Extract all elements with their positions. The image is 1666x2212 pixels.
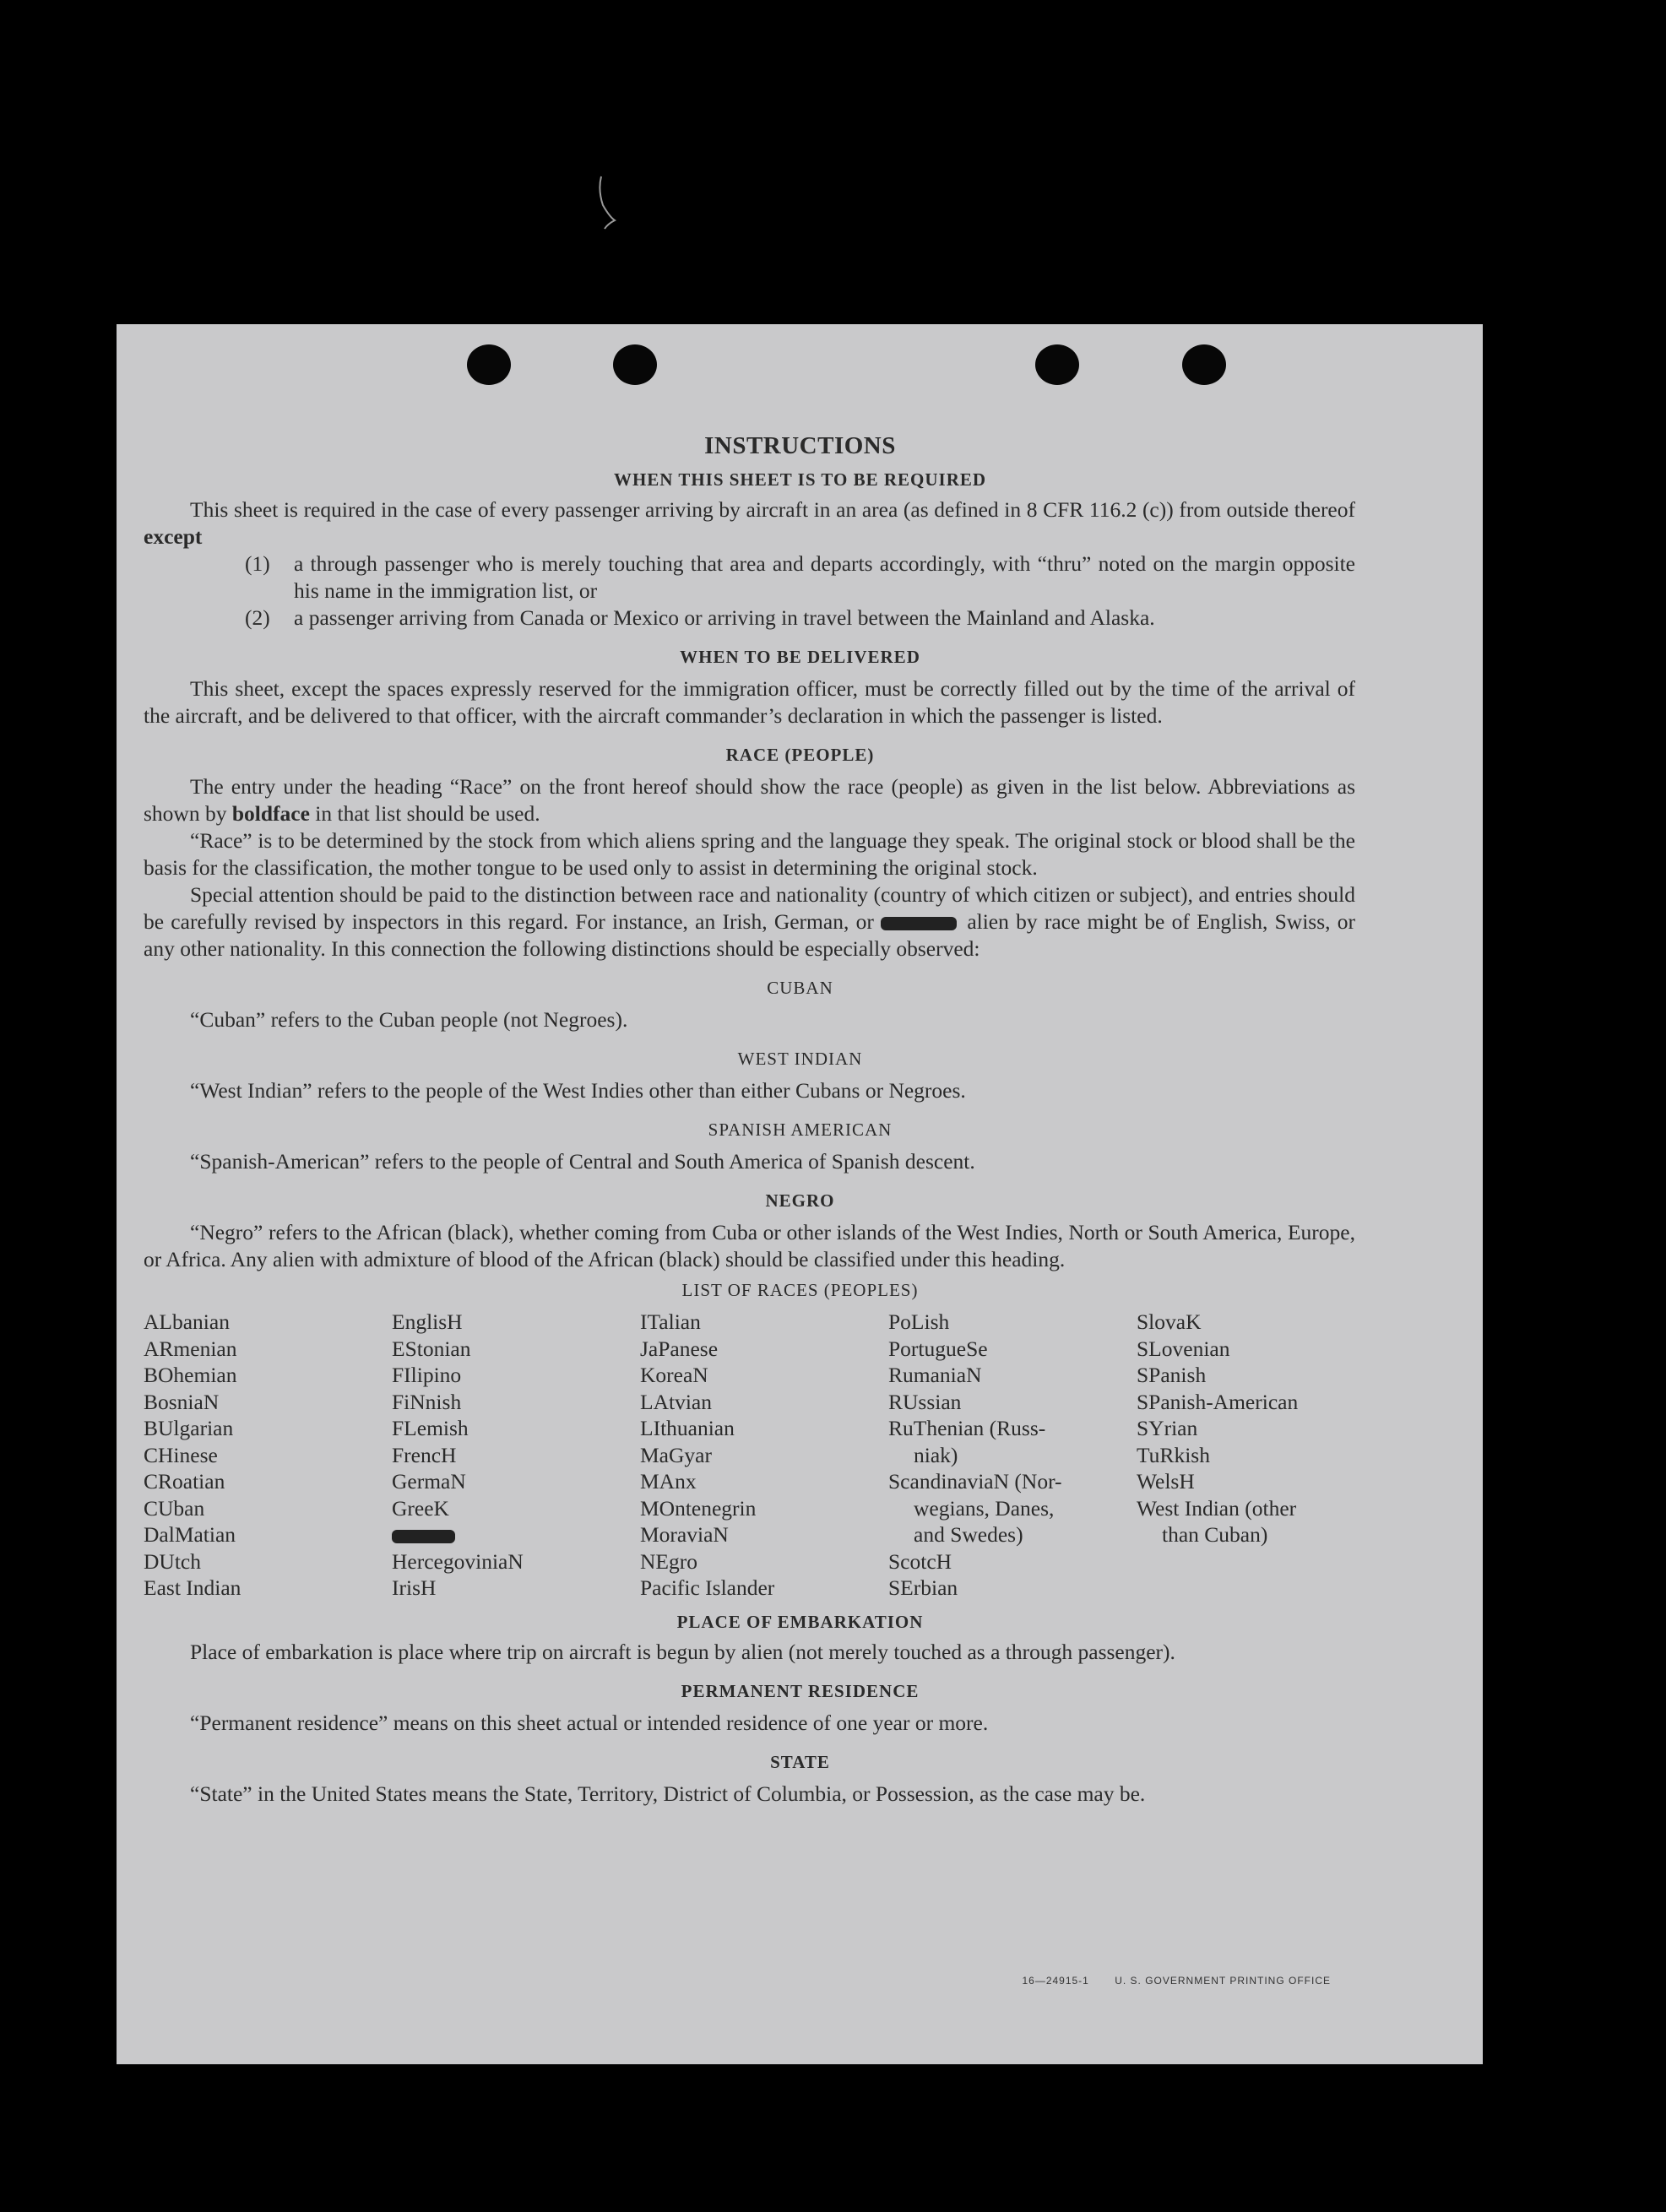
list-item: ITalian <box>640 1309 701 1334</box>
redaction-smudge <box>392 1530 455 1543</box>
list-item: ALbanian <box>144 1309 230 1334</box>
list-item: BosniaN <box>144 1389 220 1414</box>
list-item: PoLish <box>888 1309 950 1334</box>
section-heading-embarkation: PLACE OF EMBARKATION <box>676 1611 924 1632</box>
list-item: FiNnish <box>392 1389 462 1414</box>
form-number: 16—24915-1 <box>1022 1975 1089 1987</box>
list-item: EnglisH <box>392 1309 463 1334</box>
list-item: SErbian <box>888 1575 958 1600</box>
list-item: NEgro <box>640 1548 697 1574</box>
list-item: GermaN <box>392 1469 466 1494</box>
paragraph-west-indian: “West Indian” refers to the people of the West Indies other than either Cubans or Negroes. <box>190 1078 966 1103</box>
section-heading-permanent-residence: PERMANENT RESIDENCE <box>681 1680 920 1701</box>
list-item: RuThenian (Russ- <box>888 1416 1046 1440</box>
section-heading-when-required: WHEN THIS SHEET IS TO BE REQUIRED <box>613 469 987 490</box>
redaction-smudge <box>881 917 957 930</box>
paragraph-embarkation: Place of embarkation is place where trip on aircraft is begun by alien (not merely touched as a through passenger). <box>190 1639 1175 1664</box>
instruction-sheet <box>117 324 1483 2064</box>
list-item: BOhemian <box>144 1363 237 1387</box>
race-column <box>144 1309 392 1602</box>
list-item: EStonian <box>392 1336 471 1361</box>
list-item: ScandinaviaN (Nor- <box>888 1469 1062 1494</box>
paragraph-race-2: “Race” is to be determined by the stock from which aliens spring and the language they speak. The original stock or blood shall be the basis for the classification, the mother tongue to be used only to assist in determining the original stock. <box>144 828 1355 880</box>
list-item: WelsH <box>1137 1469 1195 1494</box>
race-list <box>144 1309 1355 1602</box>
list-item: GreeK <box>392 1495 449 1521</box>
list-item: FLemish <box>392 1416 469 1440</box>
list-item: TuRkish <box>1137 1442 1210 1467</box>
list-item: MOntenegrin <box>640 1495 757 1521</box>
section-heading-west-indian: WEST INDIAN <box>737 1049 863 1069</box>
paragraph-when-delivered: This sheet, except the spaces expressly reserved for the immigration officer, must be correctly filled out by the time of the arrival of the aircraft, and be delivered to that officer, with the aircraft commander’s declaration in which the passenger is listed. <box>144 676 1355 728</box>
footer-print-info <box>1000 1975 1331 1987</box>
race-column <box>640 1309 888 1602</box>
list-item: MoraviaN <box>640 1522 729 1547</box>
paragraph-negro: “Negro” refers to the African (black), whether coming from Cuba or other islands of the West Indies, North or South America, Europe, or Africa. Any alien with admixture of blood of the African (black) should be classified under this heading. <box>144 1220 1355 1271</box>
list-item: ScotcH <box>888 1548 952 1574</box>
section-heading-negro: NEGRO <box>765 1190 835 1211</box>
list-item: niak) <box>914 1442 958 1467</box>
list-item: CHinese <box>144 1442 218 1467</box>
paragraph-spanish-american: “Spanish-American” refers to the people of Central and South America of Spanish descent. <box>190 1149 975 1174</box>
section-heading-state: STATE <box>770 1751 830 1772</box>
list-item: DalMatian <box>144 1522 236 1547</box>
list-item: SPanish-American <box>1137 1389 1299 1414</box>
list-item: IrisH <box>392 1575 437 1600</box>
list-item: HercegoviniaN <box>392 1548 524 1574</box>
section-heading-when-delivered: WHEN TO BE DELIVERED <box>680 647 920 667</box>
section-heading-race: RACE (PEOPLE) <box>725 745 875 765</box>
list-item: JaPanese <box>640 1336 719 1361</box>
list-item: than Cuban) <box>1162 1522 1268 1547</box>
paragraph-permanent-residence: “Permanent residence” means on this sheet actual or intended residence of one year or more. <box>190 1710 989 1735</box>
punch-hole <box>1182 344 1226 385</box>
exception-item: (2) a passenger arriving from Canada or Mexico or arriving in travel between the Mainland and Alaska. <box>245 605 1155 630</box>
race-column <box>392 1309 640 1602</box>
list-item: LIthuanian <box>640 1416 735 1440</box>
section-heading-cuban: CUBAN <box>767 978 833 998</box>
list-item: MaGyar <box>640 1442 712 1467</box>
list-item: SPanish <box>1137 1363 1207 1387</box>
punch-hole <box>467 344 511 385</box>
paragraph-state: “State” in the United States means the State, Territory, District of Columbia, or Possession, as the case may be. <box>190 1781 1146 1806</box>
list-item: Pacific Islander <box>640 1575 775 1600</box>
list-item: SlovaK <box>1137 1309 1202 1334</box>
sheet-content <box>144 432 1355 1808</box>
list-item: and Swedes) <box>914 1522 1023 1547</box>
list-item: DUtch <box>144 1548 201 1574</box>
list-item: RumaniaN <box>888 1363 982 1387</box>
list-item: LAtvian <box>640 1389 712 1414</box>
punch-hole <box>613 344 657 385</box>
section-heading-list-of-races: LIST OF RACES (PEOPLES) <box>681 1280 919 1300</box>
paragraph-when-required: This sheet is required in the case of every passenger arriving by aircraft in an area (as defined in 8 CFR 116.2 (c)) from outside thereof except <box>144 497 1355 549</box>
list-item: FIlipino <box>392 1363 462 1387</box>
list-item: KoreaN <box>640 1363 708 1387</box>
paragraph-race-3: Special attention should be paid to the distinction between race and nationality (country of which citizen or subject), and entries should be carefully revised by inspectors in this regard. For instance, an Irish, German, or alien by race might be of English, Swiss, or any other nationality. In this connection the following distinctions should be especially observed: <box>144 882 1356 961</box>
list-item: CUban <box>144 1495 205 1521</box>
list-item: ARmenian <box>144 1336 237 1361</box>
paragraph-race-1: The entry under the heading “Race” on the front hereof should show the race (people) as given in the list below. Abbreviations as shown by boldface in that list should be used. <box>144 774 1355 826</box>
paragraph-cuban: “Cuban” refers to the Cuban people (not Negroes). <box>190 1007 628 1032</box>
list-item: MAnx <box>640 1469 697 1494</box>
stray-pencil-mark <box>591 173 616 241</box>
punch-hole <box>1035 344 1079 385</box>
list-item: BUlgarian <box>144 1416 234 1440</box>
list-item-redacted <box>392 1521 640 1548</box>
list-item: East Indian <box>144 1575 241 1600</box>
list-item: wegians, Danes, <box>914 1495 1055 1521</box>
list-item: CRoatian <box>144 1469 225 1494</box>
race-column <box>888 1309 1137 1602</box>
printer-imprint: U. S. GOVERNMENT PRINTING OFFICE <box>1115 1975 1331 1987</box>
list-item: West Indian (other <box>1137 1495 1297 1521</box>
list-item: FrencH <box>392 1442 457 1467</box>
list-item: RUssian <box>888 1389 962 1414</box>
list-item: SYrian <box>1137 1416 1198 1440</box>
page-title: INSTRUCTIONS <box>704 432 896 459</box>
section-heading-spanish-american: SPANISH AMERICAN <box>708 1120 893 1140</box>
exception-item: (1) a through passenger who is merely touching that area and departs accordingly, with “thru” noted on the margin opposite his name in the immigration list, or <box>245 551 1355 603</box>
race-column <box>1137 1309 1385 1602</box>
list-item: SLovenian <box>1137 1336 1230 1361</box>
list-item: PortugueSe <box>888 1336 988 1361</box>
